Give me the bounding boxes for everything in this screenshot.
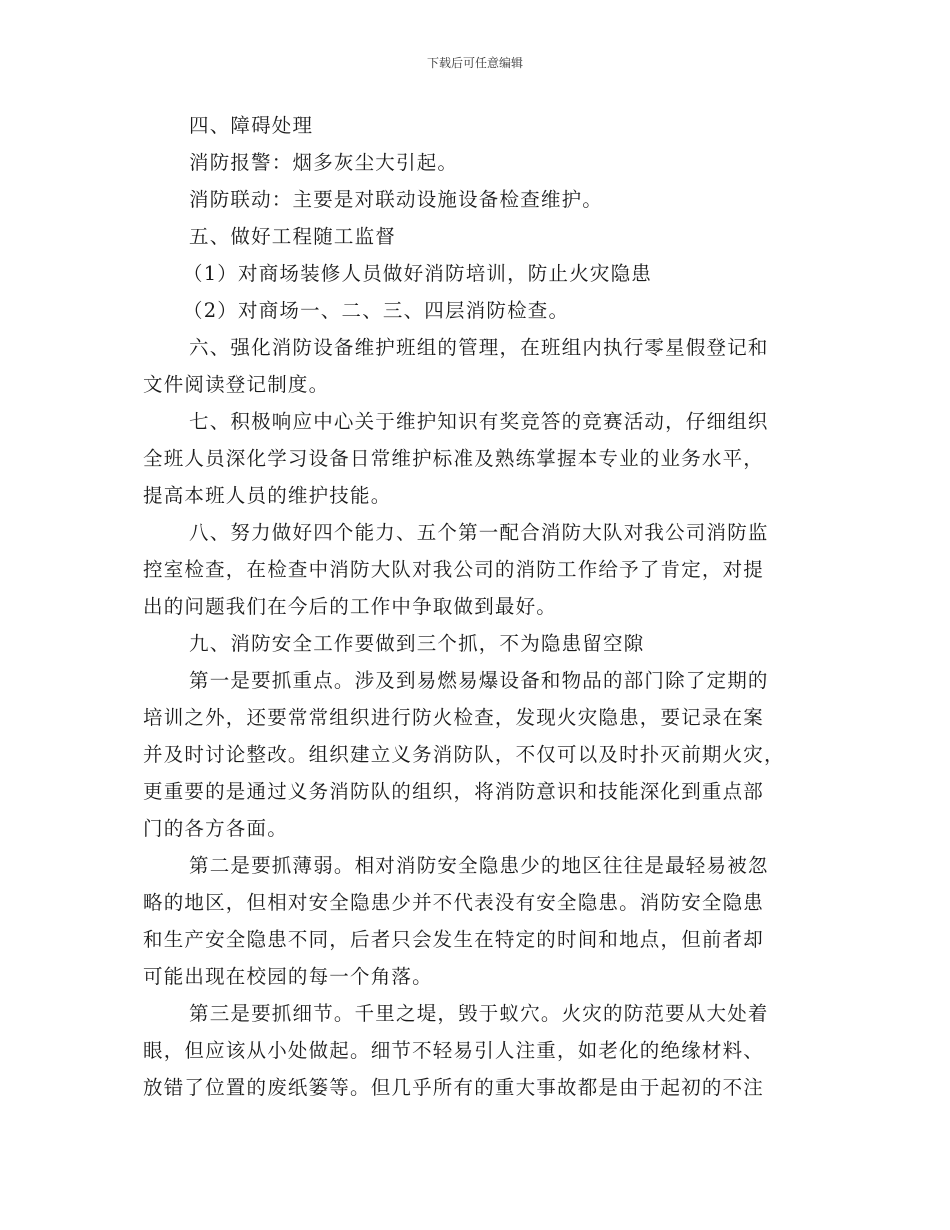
paragraph-line: 消防联动：主要是对联动设施设备检查维护。 [189, 188, 604, 211]
paragraph-line: 培训之外，还要常常组织进行防火检查，发现火灾隐患，要记录在案 [143, 706, 765, 729]
section-heading-6: 六、强化消防设备维护班组的管理，在班组内执行零星假登记和 [189, 336, 769, 359]
paragraph-line: 和生产安全隐患不同，后者只会发生在特定的时间和地点，但前者却 [143, 928, 765, 951]
paragraph-line: 第二是要抓薄弱。相对消防安全隐患少的地区往往是最轻易被忽 [189, 854, 769, 877]
page-header: 下载后可任意编辑 [426, 56, 523, 70]
section-heading-9: 九、消防安全工作要做到三个抓，不为隐患留空隙 [189, 632, 645, 655]
paragraph-line: 全班人员深化学习设备日常维护标准及熟练掌握本专业的业务水平， [143, 447, 765, 470]
paragraph-line: 并及时讨论整改。组织建立义务消防队，不仅可以及时扑灭前期火灾， [143, 743, 785, 766]
section-heading-4: 四、障碍处理 [189, 114, 314, 137]
document-body [143, 107, 811, 1106]
paragraph-line: 更重要的是通过义务消防队的组织，将消防意识和技能深化到重点部 [143, 780, 765, 803]
section-heading-5: 五、做好工程随工监督 [189, 225, 397, 248]
section-heading-8: 八、努力做好四个能力、五个第一配合消防大队对我公司消防监 [189, 521, 769, 544]
section-heading-7: 七、积极响应中心关于维护知识有奖竞答的竞赛活动，仔细组织 [189, 410, 769, 433]
paragraph-line: 眼，但应该从小处做起。细节不轻易引人注重，如老化的绝缘材料、 [143, 1039, 765, 1062]
paragraph-line: 提高本班人员的维护技能。 [143, 484, 392, 507]
paragraph-line: 第三是要抓细节。千里之堤，毁于蚁穴。火灾的防范要从大处着 [189, 1002, 769, 1025]
paragraph-line: 文件阅读登记制度。 [143, 373, 330, 396]
paragraph-line: 出的问题我们在今后的工作中争取做到最好。 [143, 595, 558, 618]
paragraph-line: 控室检查，在检查中消防大队对我公司的消防工作给予了肯定，对提 [143, 558, 765, 581]
paragraph-line: 放错了位置的废纸篓等。但几乎所有的重大事故都是由于起初的不注 [143, 1076, 765, 1099]
list-item: （1）对商场装修人员做好消防培训，防止火灾隐患 [183, 262, 653, 285]
paragraph-line: 可能出现在校园的每一个角落。 [143, 965, 433, 988]
paragraph-line: 略的地区，但相对安全隐患少并不代表没有安全隐患。消防安全隐患 [143, 891, 765, 914]
list-item: （2）对商场一、二、三、四层消防检查。 [183, 299, 570, 322]
paragraph-line: 门的各方各面。 [143, 817, 288, 840]
paragraph-line: 第一是要抓重点。涉及到易燃易爆设备和物品的部门除了定期的 [189, 669, 769, 692]
paragraph-line: 消防报警：烟多灰尘大引起。 [189, 151, 459, 174]
